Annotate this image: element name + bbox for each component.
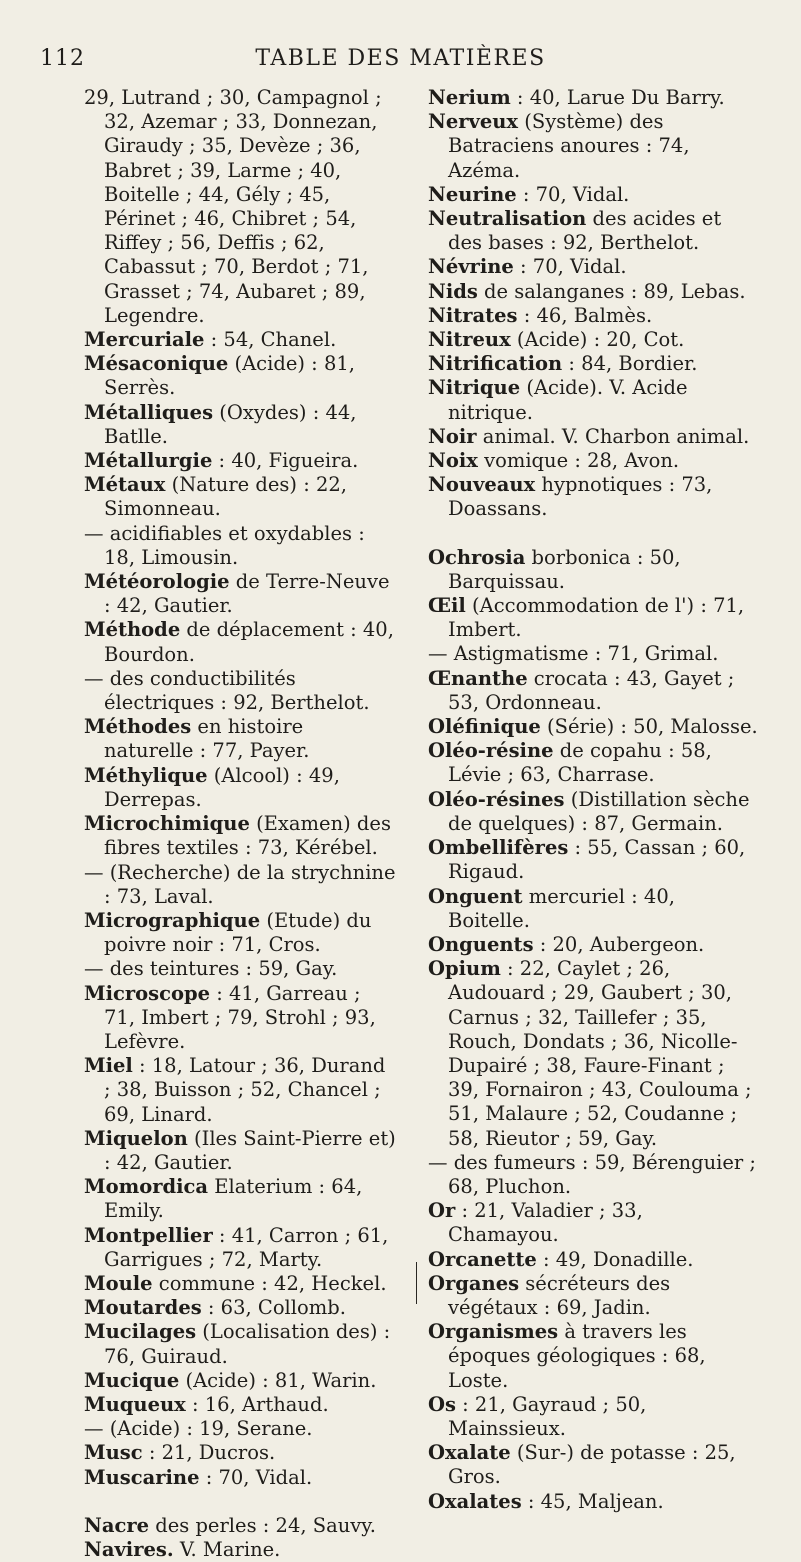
index-references: (Etude) du poivre noir : 71, Cros.	[104, 908, 372, 957]
index-term: Microchimique	[84, 812, 250, 836]
index-entry	[84, 1466, 396, 1490]
index-references: V. Marine.	[173, 1537, 281, 1561]
index-term: Métallurgie	[84, 449, 213, 473]
index-term: Mucique	[84, 1368, 180, 1392]
index-references: (Alcool) : 49, Derrepas.	[104, 763, 340, 811]
index-references: : 20, Aubergeon.	[533, 932, 705, 956]
index-entry	[428, 594, 759, 642]
index-term: Neurine	[428, 182, 517, 206]
index-entry	[428, 376, 759, 424]
index-references: (Examen) des fibres textiles : 73, Kérébel.	[104, 812, 391, 860]
index-entry	[428, 1320, 759, 1393]
index-entry	[84, 715, 396, 763]
index-entry	[428, 328, 759, 352]
page-header	[0, 46, 801, 76]
index-references: : 70, Vidal.	[199, 1465, 313, 1489]
index-entry	[428, 1393, 759, 1441]
index-references: hypnotiques : 73, Doassans.	[448, 473, 713, 521]
index-entry	[428, 667, 759, 715]
index-term: Méthodes	[84, 715, 192, 739]
index-term: Nitrification	[428, 352, 563, 376]
index-term: Mucilages	[84, 1320, 197, 1344]
index-term: Miquelon	[84, 1126, 188, 1150]
index-term: Nerium	[428, 86, 511, 109]
index-entry	[428, 352, 759, 376]
index-entry	[84, 522, 396, 570]
index-entry	[84, 1272, 396, 1296]
index-references: : 55, Cassan ; 60, Rigaud.	[448, 836, 746, 884]
index-entry	[84, 473, 396, 521]
index-term: Muscarine	[84, 1465, 200, 1489]
index-entry	[84, 982, 396, 1055]
index-term: Neutralisation	[428, 207, 587, 231]
index-term: Ombellifères	[428, 836, 569, 860]
index-term: Microscope	[84, 981, 211, 1005]
index-entry	[428, 1272, 759, 1320]
index-entry	[428, 933, 759, 957]
index-entry	[428, 473, 759, 521]
index-references: de copahu : 58, Lévie ; 63, Charrase.	[448, 739, 712, 787]
index-entry	[84, 764, 396, 812]
index-references: 29, Lutrand ; 30, Campagnol ; 32, Azemar ; 33, Donnezan, Giraudy ; 35, Devèze ; 36, Babret ; 39, Larme ; 40, Boitelle ; 44, Gély ; 45, Périnet ; 46, Chibret ; 54, Riffey ; 56, Deffis ; 62, Cabassut ; 70, Berdot ; 71, Grasset ; 74, Aubaret ; 89, Legendre.	[84, 86, 382, 327]
index-entry	[428, 304, 759, 328]
index-term: Organismes	[428, 1320, 559, 1344]
index-term: Œnanthe	[428, 666, 528, 690]
index-entry	[84, 1417, 396, 1441]
index-term: Oléo-résines	[428, 787, 565, 811]
index-references: : 54, Chanel.	[204, 328, 337, 352]
index-entry	[84, 1127, 396, 1175]
index-entry	[428, 788, 759, 836]
index-entry	[428, 642, 759, 666]
index-references: : 18, Latour ; 36, Durand ; 38, Buisson ; 52, Chancel ; 69, Linard.	[104, 1054, 386, 1126]
index-term: Œil	[428, 594, 466, 618]
index-entry	[428, 425, 759, 449]
index-references: : 70, Vidal.	[516, 182, 630, 206]
index-term: Météorologie	[84, 570, 230, 594]
index-entry	[84, 1369, 396, 1393]
index-references: : 84, Bordier.	[562, 352, 698, 376]
index-references: (Sur-) de potasse : 25, Gros.	[448, 1441, 736, 1489]
index-references: : 22, Caylet ; 26, Audouard ; 29, Gaubert ; 30, Carnus ; 32, Taillefer ; 35, Rouch, Dondats ; 36, Nicolle-Dupairé ; 38, Faure-Finant ; 39, Fornairon ; 43, Couloumа ; 51, Malaure ; 52, Coudanne ; 58, Rieutor ; 59, Gay.	[448, 957, 752, 1150]
index-references: borbonica : 50, Barquissau.	[448, 545, 681, 593]
index-entry	[84, 1538, 396, 1562]
index-references: animal. V. Charbon animal.	[476, 424, 750, 448]
index-term: Momordica	[84, 1175, 209, 1199]
index-references: sécréteurs des végétaux : 69, Jadin.	[448, 1271, 671, 1319]
index-term: Ochrosia	[428, 545, 526, 569]
index-references: crocata : 43, Gayet ; 53, Ordonneau.	[448, 666, 735, 714]
index-references: des acides et des bases : 92, Berthelot.	[448, 207, 722, 255]
index-term: Nitreux	[428, 328, 511, 352]
index-entry	[428, 1441, 759, 1489]
index-entry	[84, 449, 396, 473]
index-references: (Oxydes) : 44, Batlle.	[104, 400, 357, 448]
index-term: Noix	[428, 449, 478, 473]
index-references: : 40, Larue Du Barry.	[510, 86, 725, 109]
index-references: — Astigmatisme : 71, Grimal.	[428, 642, 719, 666]
index-entry	[428, 957, 759, 1151]
index-term: Nerveux	[428, 110, 519, 134]
index-references: (Accommodation de l') : 71, Imbert.	[448, 594, 745, 642]
running-title: TABLE DES MATIÈRES	[255, 46, 546, 71]
index-entry	[84, 328, 396, 352]
index-entry	[84, 1175, 396, 1223]
index-references: (Série) : 50, Malosse.	[540, 715, 758, 739]
index-entry	[84, 570, 396, 618]
index-term: Opium	[428, 957, 501, 981]
index-entry	[428, 885, 759, 933]
index-entry	[428, 183, 759, 207]
index-entry	[428, 255, 759, 279]
index-references: de salanganes : 89, Lebas.	[477, 279, 746, 303]
index-references: à travers les époques géologiques : 68, Loste.	[448, 1320, 706, 1392]
index-references: : 46, Balmès.	[517, 303, 653, 327]
index-term: Micrographique	[84, 908, 261, 932]
index-column-left	[84, 86, 396, 1562]
index-term: Nacre	[84, 1513, 150, 1537]
index-references: : 21, Valadier ; 33, Chamayou.	[448, 1199, 643, 1247]
index-references: — des teintures : 59, Gay.	[84, 957, 338, 981]
index-references: commune : 42, Heckel.	[152, 1271, 387, 1295]
index-references: : 21, Ducros.	[142, 1441, 276, 1465]
index-references: (Iles Saint-Pierre et) : 42, Gautier.	[104, 1126, 396, 1174]
index-term: Montpellier	[84, 1223, 213, 1247]
index-entry	[84, 86, 396, 328]
index-entry	[84, 1514, 396, 1538]
index-term: Mercuriale	[84, 328, 205, 352]
section-gap	[84, 1490, 396, 1514]
page-number: 112	[40, 46, 85, 71]
index-term: Onguents	[428, 932, 534, 956]
index-references: — (Recherche) de la strychnine : 73, Laval.	[84, 860, 396, 908]
index-entry	[84, 618, 396, 666]
index-references: (Nature des) : 22, Simonneau.	[104, 473, 348, 521]
index-references: (Localisation des) : 76, Guiraud.	[104, 1320, 391, 1368]
index-term: Organes	[428, 1271, 520, 1295]
index-entry	[428, 836, 759, 884]
index-entry	[84, 1320, 396, 1368]
index-entry	[84, 861, 396, 909]
index-entry	[84, 957, 396, 981]
index-term: Onguent	[428, 884, 523, 908]
index-entry	[428, 110, 759, 183]
index-term: Oléo-résine	[428, 739, 554, 763]
index-term: Moutardes	[84, 1296, 202, 1320]
index-references: de déplacement : 40, Bourdon.	[104, 618, 394, 666]
index-term: Or	[428, 1199, 456, 1223]
index-entry	[84, 1054, 396, 1127]
index-references: — (Acide) : 19, Serane.	[84, 1417, 313, 1441]
index-entry	[84, 812, 396, 860]
index-term: Muqueux	[84, 1392, 186, 1416]
index-entry	[428, 1490, 759, 1514]
index-references: : 40, Figueira.	[212, 449, 359, 473]
index-references: (Acide). V. Acide nitrique.	[448, 376, 688, 424]
index-entry	[428, 1199, 759, 1247]
index-references: : 63, Collomb.	[201, 1296, 346, 1320]
index-references: (Système) des Batraciens anoures : 74, Azéma.	[448, 110, 690, 182]
index-references: (Acide) : 81, Serrès.	[104, 352, 355, 400]
index-references: (Acide) : 81, Warin.	[179, 1368, 377, 1392]
index-term: Nids	[428, 279, 478, 303]
index-term: Mésaconique	[84, 352, 229, 376]
index-term: Métaux	[84, 473, 166, 497]
index-entry	[428, 1248, 759, 1272]
index-references: en histoire naturelle : 77, Payer.	[104, 715, 310, 763]
index-term: Navires.	[84, 1537, 174, 1561]
index-references: (Distillation sèche de quelques) : 87, Germain.	[448, 787, 750, 835]
index-entry	[428, 715, 759, 739]
index-term: Oxalate	[428, 1441, 511, 1465]
index-entry	[428, 449, 759, 473]
index-references: : 70, Vidal.	[513, 255, 627, 279]
index-term: Nitrates	[428, 303, 518, 327]
index-references: (Acide) : 20, Cot.	[510, 328, 685, 352]
index-references: Elaterium : 64, Emily.	[104, 1175, 363, 1223]
index-term: Méthylique	[84, 763, 208, 787]
index-references: : 41, Garreau ; 71, Imbert ; 79, Strohl ; 93, Lefèvre.	[104, 981, 376, 1053]
index-entry	[84, 1393, 396, 1417]
index-term: Oléfinique	[428, 715, 541, 739]
index-references: : 41, Carron ; 61, Garrigues ; 72, Marty.	[104, 1223, 389, 1271]
index-entry	[84, 667, 396, 715]
index-references: vomique : 28, Avon.	[477, 449, 680, 473]
index-entry	[84, 401, 396, 449]
index-references: : 21, Gayraud ; 50, Mainssieux.	[448, 1392, 647, 1440]
index-term: Musc	[84, 1441, 143, 1465]
index-entry	[84, 352, 396, 400]
index-references: — acidifiables et oxydables : 18, Limousin.	[84, 521, 365, 569]
index-entry	[84, 1296, 396, 1320]
index-term: Os	[428, 1392, 456, 1416]
index-references: — des conductibilités électriques : 92, Berthelot.	[84, 666, 370, 715]
index-references: : 16, Arthaud.	[185, 1392, 329, 1416]
index-term: Noir	[428, 424, 477, 448]
index-entry	[428, 207, 759, 255]
index-entry	[428, 546, 759, 594]
index-term: Nitrique	[428, 376, 521, 400]
column-divider	[416, 1262, 417, 1304]
index-references: : 45, Maljean.	[521, 1489, 664, 1513]
index-term: Méthode	[84, 618, 181, 642]
index-term: Nouveaux	[428, 473, 536, 497]
index-references: de Terre-Neuve : 42, Gautier.	[104, 570, 390, 618]
index-entry	[84, 909, 396, 957]
index-entry	[428, 86, 759, 110]
index-term: Oxalates	[428, 1489, 522, 1513]
index-term: Moule	[84, 1271, 153, 1295]
index-entry	[84, 1224, 396, 1272]
index-term: Névrine	[428, 255, 514, 279]
index-term: Miel	[84, 1054, 133, 1078]
index-references: — des fumeurs : 59, Bérenguier ; 68, Pluchon.	[428, 1150, 756, 1198]
index-entry	[428, 739, 759, 787]
index-term: Métalliques	[84, 400, 214, 424]
index-references: mercuriel : 40, Boitelle.	[448, 884, 675, 932]
index-column-right	[428, 86, 759, 1514]
index-entry	[84, 1441, 396, 1465]
index-term: Orcanette	[428, 1247, 537, 1271]
section-gap	[428, 522, 759, 546]
index-entry	[428, 280, 759, 304]
index-entry	[428, 1151, 759, 1199]
index-references: : 49, Donadille.	[536, 1247, 694, 1271]
index-references: des perles : 24, Sauvy.	[149, 1513, 376, 1537]
